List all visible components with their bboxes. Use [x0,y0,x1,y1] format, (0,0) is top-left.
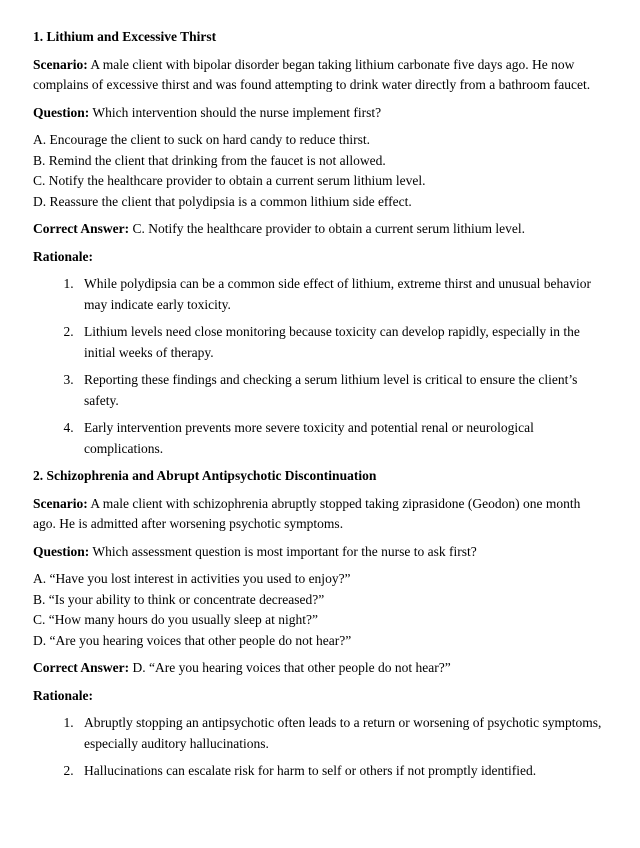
scenario-label: Scenario: [33,495,88,511]
option-c: C. “How many hours do you usually sleep at night?” [33,612,318,627]
question-text: Which intervention should the nurse implement first? [89,104,382,120]
question-2-options [33,569,602,651]
scenario-text: A male client with bipolar disorder began taking lithium carbonate five days ago. He now complains of excessive thirst and was found attempting to drink water directly from a bathroom faucet. [33,56,591,92]
correct-answer-text: D. “Are you hearing voices that other people do not hear?” [129,660,451,675]
rationale-item: 2. Hallucinations can escalate risk for harm to self or others if not promptly identified. [77,761,602,782]
option-d: D. Reassure the client that polydipsia is a common lithium side effect. [33,193,412,209]
question-1-rationale-list [33,274,602,459]
question-1-scenario [33,55,602,96]
option-c: C. Notify the healthcare provider to obtain a current serum lithium level. [33,173,426,188]
question-2-heading: 2. Schizophrenia and Abrupt Antipsychotic Discontinuation [33,468,377,483]
question-block-1 [33,27,602,459]
question-label: Question: [33,104,90,120]
question-2-correct-answer [33,658,602,679]
rationale-item: 4. Early intervention prevents more severe toxicity and potential renal or neurological complications. [77,418,602,459]
question-1-options [33,130,602,212]
question-1-heading: 1. Lithium and Excessive Thirst [33,29,217,44]
question-text: Which assessment question is most important for the nurse to ask first? [89,543,477,559]
correct-answer-label: Correct Answer: [33,660,130,675]
question-1-correct-answer [33,219,602,240]
question-label: Question: [33,543,90,559]
question-2-question [33,542,602,563]
option-a: A. “Have you lost interest in activities you used to enjoy?” [33,571,351,586]
correct-answer-text: C. Notify the healthcare provider to obtain a current serum lithium level. [129,221,525,236]
question-1-question [33,103,602,124]
rationale-item: 1. Abruptly stopping an antipsychotic often leads to a return or worsening of psychotic symptoms, especially auditory hallucinations. [77,713,602,754]
scenario-label: Scenario: [33,56,88,72]
rationale-label: Rationale: [33,248,93,264]
correct-answer-label: Correct Answer: [33,221,130,236]
rationale-item: 3. Reporting these findings and checking a serum lithium level is critical to ensure the client’s safety. [77,370,602,411]
question-2-rationale-heading [33,686,602,707]
option-d: D. “Are you hearing voices that other people do not hear?” [33,632,352,648]
option-b: B. “Is your ability to think or concentrate decreased?” [33,591,325,607]
question-2-rationale-list [33,713,602,782]
rationale-item: 2. Lithium levels need close monitoring because toxicity can develop rapidly, especially in the initial weeks of therapy. [77,322,602,363]
option-a: A. Encourage the client to suck on hard candy to reduce thirst. [33,132,371,147]
question-1-rationale-heading [33,247,602,268]
option-b: B. Remind the client that drinking from the faucet is not allowed. [33,152,386,168]
scenario-text: A male client with schizophrenia abruptly stopped taking ziprasidone (Geodon) one month ago. He is admitted after worsening psychotic symptoms. [33,495,581,531]
question-2-scenario [33,494,602,535]
rationale-item: 1. While polydipsia can be a common side effect of lithium, extreme thirst and unusual behavior may indicate early toxicity. [77,274,602,315]
question-block-2 [33,466,602,782]
rationale-label: Rationale: [33,687,93,703]
